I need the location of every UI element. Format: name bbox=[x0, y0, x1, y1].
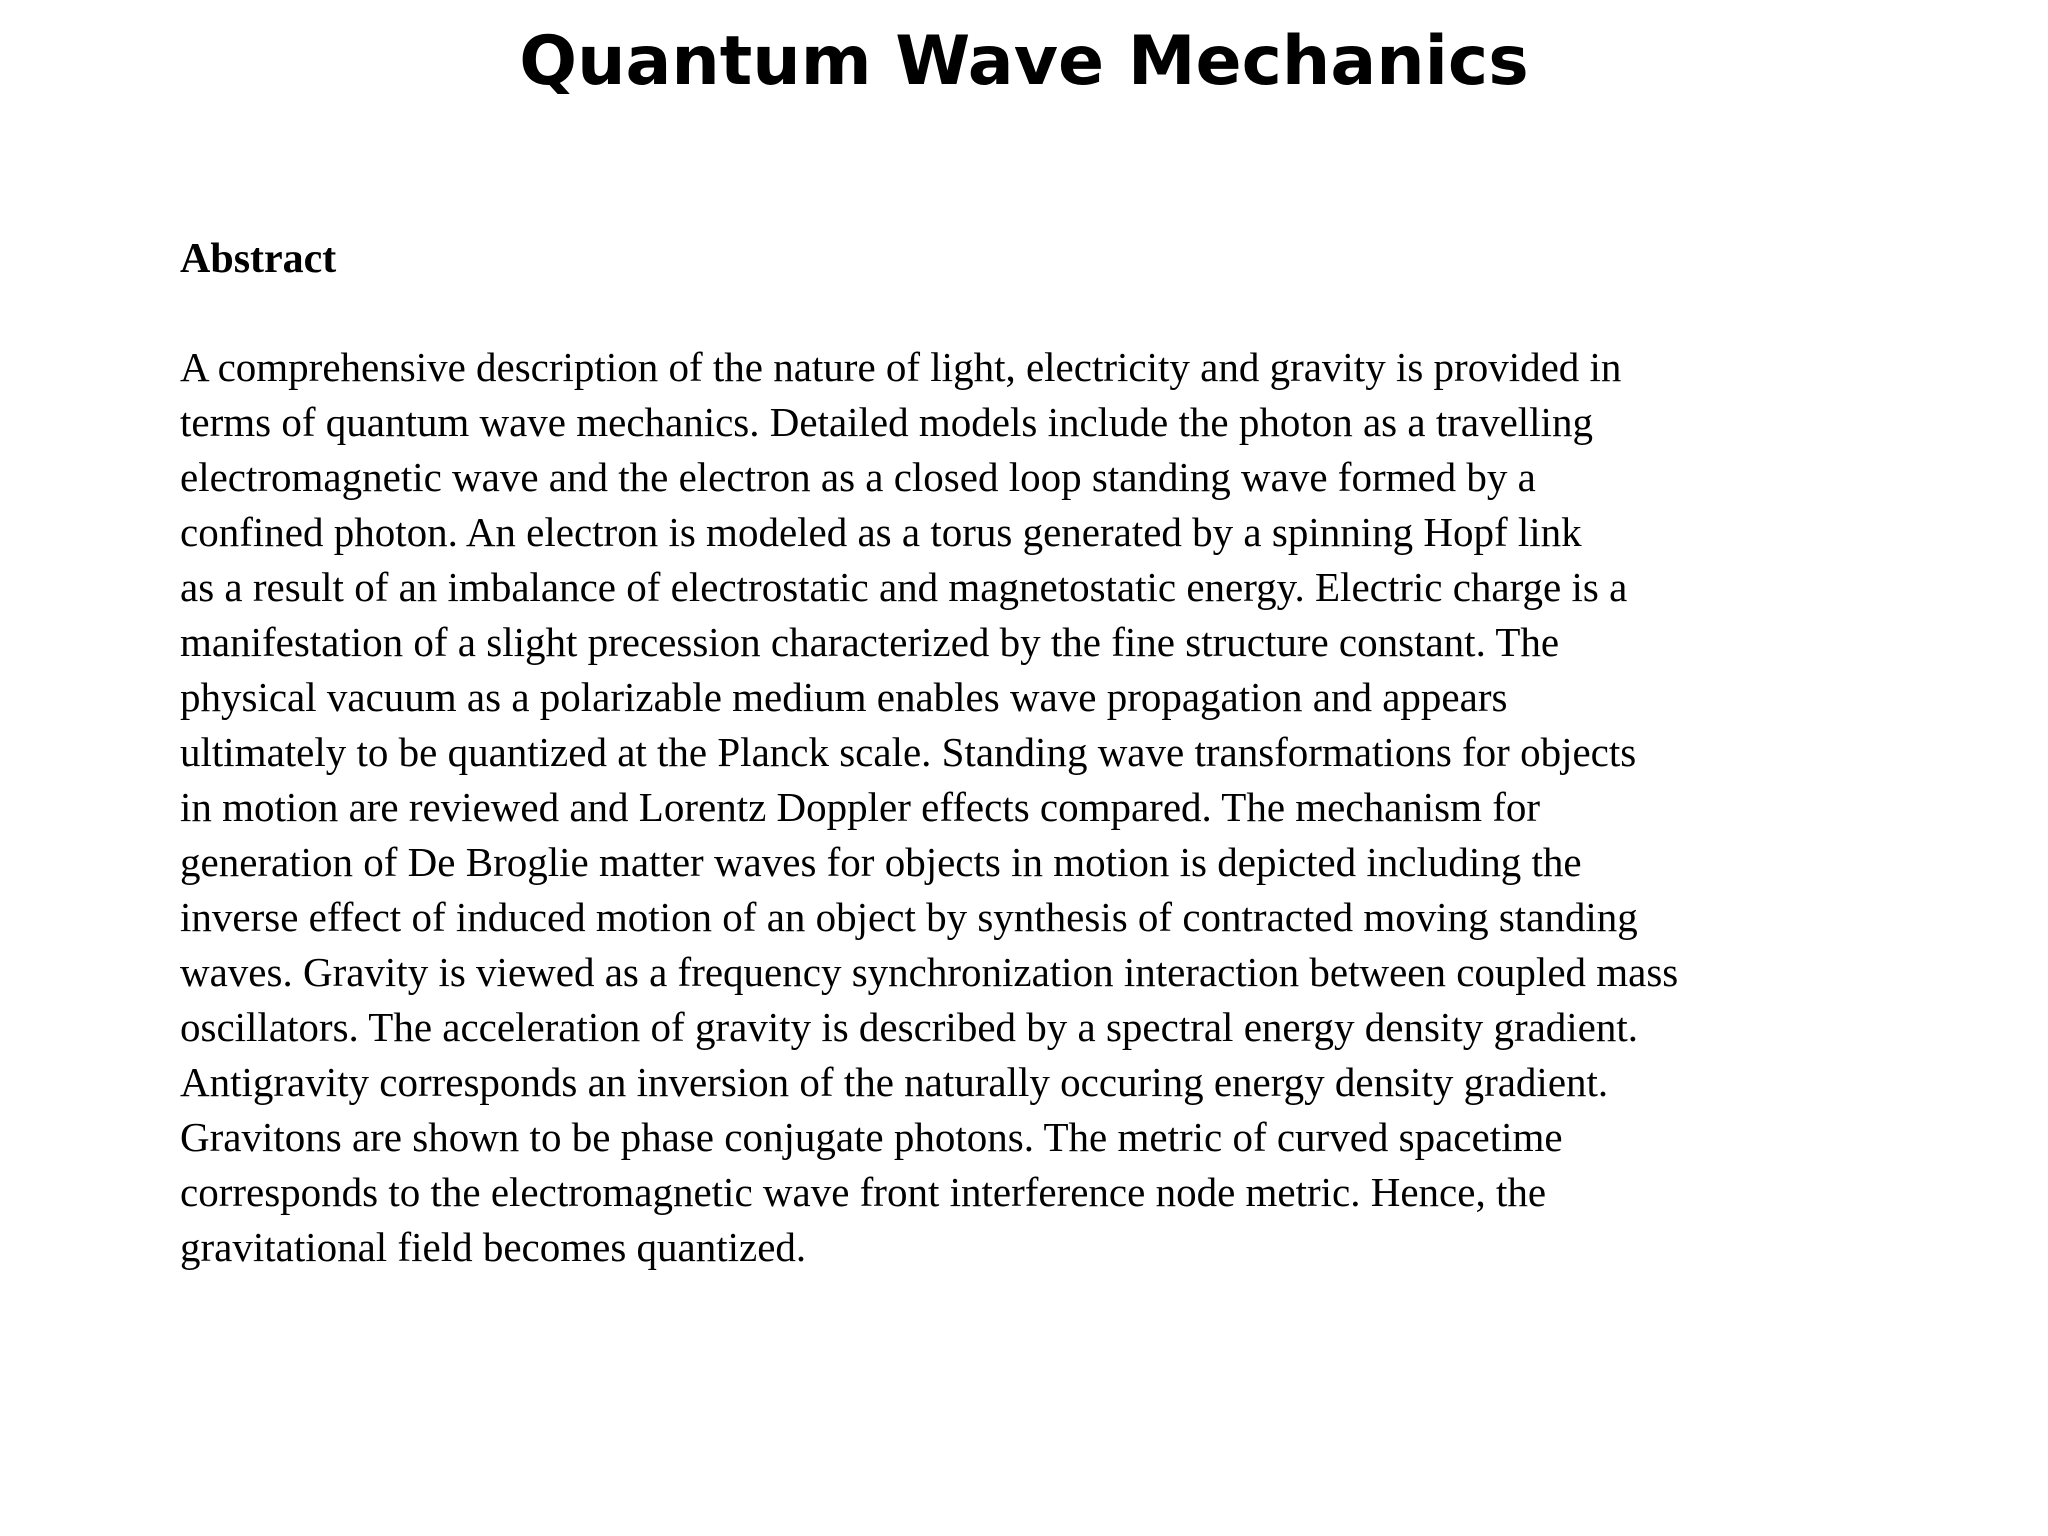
abstract-line: gravitational field becomes quantized. bbox=[180, 1224, 807, 1270]
abstract-line: electromagnetic wave and the electron as a closed loop standing wave formed by a bbox=[180, 454, 1536, 500]
abstract-line: A comprehensive description of the nature of light, electricity and gravity is provided in bbox=[180, 344, 1622, 390]
slide-title: Quantum Wave Mechanics bbox=[519, 22, 1529, 101]
abstract-line: as a result of an imbalance of electrostatic and magnetostatic energy. Electric charge is a bbox=[180, 564, 1628, 610]
abstract-line: in motion are reviewed and Lorentz Doppler effects compared. The mechanism for bbox=[180, 784, 1541, 830]
abstract-line: inverse effect of induced motion of an object by synthesis of contracted moving standing bbox=[180, 894, 1638, 940]
abstract-line: Gravitons are shown to be phase conjugate photons. The metric of curved spacetime bbox=[180, 1114, 1563, 1160]
abstract-line: confined photon. An electron is modeled as a torus generated by a spinning Hopf link bbox=[180, 509, 1582, 555]
abstract-line: physical vacuum as a polarizable medium enables wave propagation and appears bbox=[180, 674, 1508, 720]
abstract-line: manifestation of a slight precession characterized by the fine structure constant. The bbox=[180, 619, 1560, 665]
abstract-line: generation of De Broglie matter waves for objects in motion is depicted including the bbox=[180, 839, 1582, 885]
abstract-heading: Abstract bbox=[180, 236, 337, 282]
abstract-line: terms of quantum wave mechanics. Detailed models include the photon as a travelling bbox=[180, 399, 1593, 445]
abstract-line: oscillators. The acceleration of gravity is described by a spectral energy density gradient. bbox=[180, 1004, 1639, 1050]
abstract-line: corresponds to the electromagnetic wave front interference node metric. Hence, the bbox=[180, 1169, 1547, 1215]
abstract-line: Antigravity corresponds an inversion of the naturally occuring energy density gradient. bbox=[180, 1059, 1609, 1105]
abstract-line: ultimately to be quantized at the Planck scale. Standing wave transformations for objects bbox=[180, 729, 1637, 775]
abstract-line: waves. Gravity is viewed as a frequency synchronization interaction between coupled mass bbox=[180, 949, 1679, 995]
abstract-body bbox=[180, 340, 1980, 1275]
